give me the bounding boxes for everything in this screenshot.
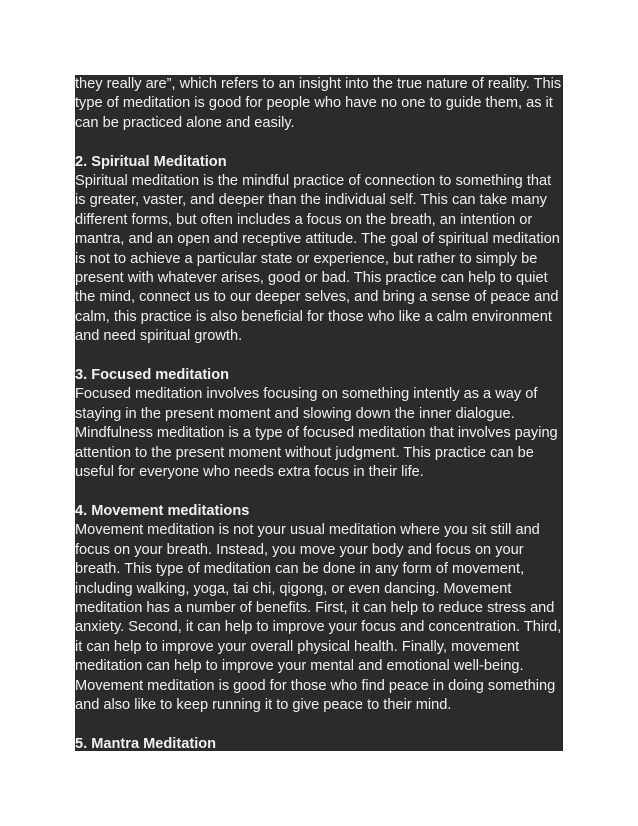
section-body-focused-meditation: Focused meditation involves focusing on something intently as a way of staying in the present moment and slowing down the inner dialogue. Mindfulness meditation is a type of focused meditation that involves paying attention to the present moment without judgment. This practice can be useful for everyone who needs extra focus in their life. [75,386,558,481]
section-body-spiritual-meditation: Spiritual meditation is the mindful practice of connection to something that is greater, vaster, and deeper than the individual self. This can take many different forms, but often includes a focus on the breath, an intention or mantra, and an open and receptive attitude. The goal of spiritual meditation is not to achieve a particular state or experience, but rather to simply be present with whatever arises, good or bad. This practice can help to quiet the mind, connect us to our deeper selves, and bring a sense of peace and calm, this practice is also beneficial for those who like a calm environment and need spiritual growth. [75,173,560,345]
dark-text-block [75,75,563,751]
paragraph-gap [75,483,563,502]
section-body-movement-meditations: Movement meditation is not your usual meditation where you sit still and focus on your breath. Instead, you move your body and focus on your breath. This type of meditation can be done in any form of movement, including walking, yoga, tai chi, qigong, or even dancing. Movement meditation has a number of benefits. First, it can help to reduce stress and anxiety. Second, it can help to improve your focus and concentration. Third, it can help to improve your overall physical health. Finally, movement meditation can help to improve your mental and emotional well-being. Movement meditation is good for those who find peace in doing something and also like to keep running it to give peace to their mind. [75,522,562,713]
intro-paragraph: they really are”, which refers to an insight into the true nature of reality. This type of meditation is good for people who have no one to guide them, as it can be practiced alone and easily. [75,76,562,131]
section-heading-focused-meditation: 3. Focused meditation [75,367,230,384]
section-heading-mantra-meditation: 5. Mantra Meditation [75,735,217,751]
paragraph-gap [75,347,563,366]
paragraph-gap [75,133,563,152]
section-heading-spiritual-meditation: 2. Spiritual Meditation [75,153,227,170]
paragraph-gap [75,715,563,734]
section-heading-movement-meditations: 4. Movement meditations [75,502,250,519]
